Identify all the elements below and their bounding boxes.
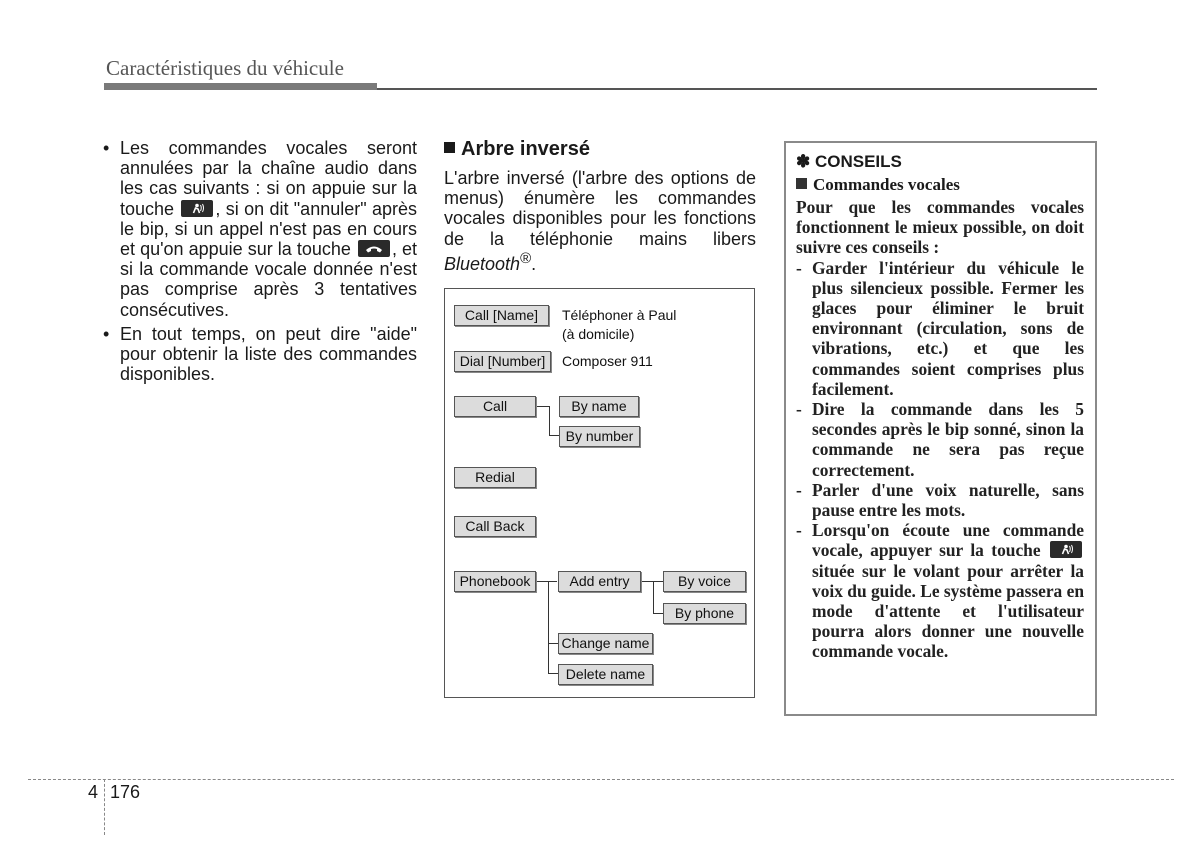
tree-connector [536,406,550,407]
tree-connector [653,581,654,614]
section-heading [444,138,590,161]
page-header-title: Caractéristiques du véhicule [106,56,344,80]
square-bullet-icon [796,178,807,189]
tip-item-2: - Dire la commande dans les 5 secondes après le bip sonné, sinon la commande ne sera pas reçue correctement. [796,399,1084,480]
node-by-number: By number [559,426,640,447]
tips-subtitle [796,173,1084,197]
tip-item-4 [796,520,1084,661]
footer-dashed-rule [28,779,1174,780]
node-redial: Redial [454,467,536,488]
left-column [100,138,417,388]
bullet1-text-c: , et si la commande vocale donnée n'est pas comprise après 3 tentatives consécutives. [120,239,418,320]
header-rule-accent [104,83,377,90]
node-by-phone: By phone [663,603,746,624]
node-dial-number: Dial [Number] [454,351,551,372]
footer-dashed-divider [104,779,105,835]
node-by-voice: By voice [663,571,746,592]
tips-intro: Pour que les commandes vocales fonctionnent le mieux possible, on doit suivre ces conseils : [796,197,1084,258]
node-call-name-desc-1: Téléphoner à Paul [562,307,677,323]
node-by-name: By name [559,396,639,417]
tips-title: ✽ CONSEILS [796,152,902,171]
node-dial-number-desc: Composer 911 [562,353,653,369]
tree-connector [641,581,663,582]
bullet1-text-a: Les commandes vocales seront annulées par la chaîne audio dans les cas suivants : si on appuie sur la touche [120,138,417,219]
paragraph-bluetooth: Bluetooth [444,253,521,274]
node-add-entry: Add entry [558,571,641,592]
tree-connector [548,581,549,674]
tip-item-1: - Garder l'intérieur du véhicule le plus silencieux possible. Fermer les glaces pour éliminer le bruit environnant (circulation, sons de vibrations, etc.) et que les commandes soient comprises plus facilement. [796,258,1084,399]
voice-talk-icon [181,200,213,217]
voice-talk-icon [1050,541,1082,558]
tree-connector [548,673,558,674]
page-number: 176 [110,782,141,802]
node-phonebook: Phonebook [454,571,536,592]
paragraph-text: L'arbre inversé (l'arbre des options de menus) énumère les commandes vocales disponibles pour les fonctions de la téléphonie mains libers [444,168,756,249]
registered-mark: ® [520,249,532,267]
node-call-back: Call Back [454,516,536,537]
bullet1-text-b: , si on dit "annuler" après le bip, si un appel n'est pas en cours et qu'on appuie sur la touche [120,198,417,260]
bullet-cancel-conditions [100,138,417,320]
command-tree [444,288,755,698]
section-paragraph [444,168,756,274]
tree-connector [536,581,557,582]
node-call-name: Call [Name] [454,305,549,326]
tree-connector [653,613,663,614]
tree-connector [549,435,559,436]
tip-item-3: - Parler d'une voix naturelle, sans pause entre les mots. [796,480,1084,520]
tree-connector [548,643,558,644]
section-heading-text: Arbre inversé [461,138,590,160]
chapter-number: 4 [88,782,99,802]
tips-box [784,141,1097,716]
bullet-help-command: • En tout temps, on peut dire "aide" pour obtenir la liste des commandes disponibles. [100,324,417,385]
phone-hangup-icon [358,240,390,257]
tips-subtitle-text: Commandes vocales [813,175,960,194]
tips-body [796,197,1084,662]
tip-item-4-text-a: Lorsqu'on écoute une commande vocale, appuyer sur la touche [812,520,1084,561]
node-change-name: Change name [558,633,653,654]
node-call-name-desc-2: (à domicile) [562,326,635,342]
tree-connector [549,406,550,436]
paragraph-end: . [531,253,537,274]
node-delete-name: Delete name [558,664,653,685]
square-bullet-icon [444,142,455,153]
tip-item-4-text-b: située sur le volant pour arrêter la voix du guide. Le système passera en mode d'attente et l'utilisateur pourra alors donner une nouvelle commande vocale. [812,560,1084,662]
node-call: Call [454,396,536,417]
